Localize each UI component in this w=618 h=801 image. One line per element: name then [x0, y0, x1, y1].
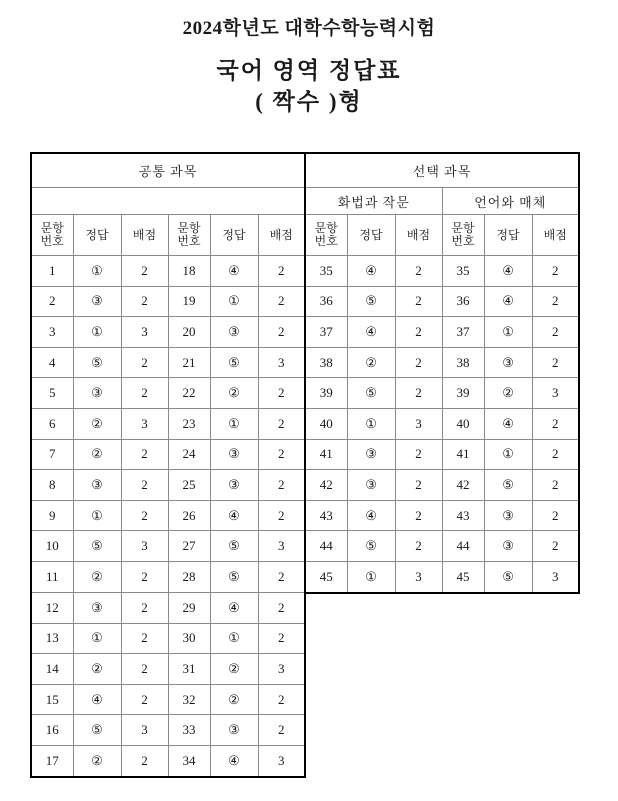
- cell-points: 2: [532, 470, 579, 501]
- cell-question-no: 38: [305, 347, 347, 378]
- cell-answer: ①: [210, 623, 258, 654]
- table-row: [31, 470, 579, 501]
- cell-answer: ②: [347, 347, 395, 378]
- cell-points: 2: [258, 286, 305, 317]
- cell-points: 2: [532, 347, 579, 378]
- cell-question-no: 23: [168, 408, 210, 439]
- question-no-line1: 문항: [40, 221, 64, 236]
- cell-question-no: 24: [168, 439, 210, 470]
- header-elective-subject: 선택 과목: [305, 153, 579, 188]
- cell-answer: ②: [73, 408, 121, 439]
- cell-question-no: 37: [305, 317, 347, 348]
- cell-points: 3: [121, 317, 168, 348]
- cell-question-no: 35: [305, 256, 347, 287]
- cell-answer: ⑤: [210, 347, 258, 378]
- cell-answer: ③: [73, 593, 121, 624]
- cell-question-no: 19: [168, 286, 210, 317]
- cell-points: 3: [395, 408, 442, 439]
- table-row: [31, 593, 579, 624]
- cell-points: 2: [532, 317, 579, 348]
- cell-points: 2: [395, 500, 442, 531]
- empty-area: [305, 684, 579, 715]
- table-row: [31, 500, 579, 531]
- cell-points: 2: [121, 347, 168, 378]
- cell-question-no: 4: [31, 347, 73, 378]
- cell-answer: ③: [484, 500, 532, 531]
- cell-points: 2: [395, 347, 442, 378]
- table-row: [31, 408, 579, 439]
- exam-year-title: 2024학년도 대학수학능력시험: [182, 18, 436, 39]
- cell-points: 2: [258, 715, 305, 746]
- header-question-no-2: [168, 215, 210, 256]
- cell-question-no: 13: [31, 623, 73, 654]
- cell-answer: ①: [210, 286, 258, 317]
- cell-question-no: 12: [31, 593, 73, 624]
- cell-answer: ⑤: [73, 715, 121, 746]
- cell-question-no: 21: [168, 347, 210, 378]
- subject-title: 국어 영역 정답표: [216, 57, 402, 83]
- cell-answer: ④: [347, 256, 395, 287]
- cell-question-no: 43: [305, 500, 347, 531]
- cell-points: 3: [395, 561, 442, 592]
- cell-answer: ⑤: [484, 561, 532, 592]
- cell-points: 2: [121, 593, 168, 624]
- cell-answer: ③: [73, 470, 121, 501]
- cell-answer: ③: [210, 439, 258, 470]
- cell-question-no: 8: [31, 470, 73, 501]
- cell-points: 2: [121, 561, 168, 592]
- cell-answer: ①: [73, 500, 121, 531]
- cell-question-no: 33: [168, 715, 210, 746]
- cell-answer: ③: [210, 715, 258, 746]
- empty-area: [305, 715, 579, 746]
- header-points-2: 배점: [258, 215, 305, 256]
- cell-question-no: 28: [168, 561, 210, 592]
- cell-answer: ①: [210, 408, 258, 439]
- cell-question-no: 40: [442, 408, 484, 439]
- cell-points: 3: [121, 408, 168, 439]
- cell-points: 2: [121, 256, 168, 287]
- cell-points: 2: [121, 654, 168, 685]
- table-row: [31, 378, 579, 409]
- cell-question-no: 41: [305, 439, 347, 470]
- table-row: [31, 623, 579, 654]
- cell-points: 2: [121, 286, 168, 317]
- table-row: [31, 256, 579, 287]
- cell-question-no: 39: [305, 378, 347, 409]
- cell-points: 2: [258, 317, 305, 348]
- cell-question-no: 45: [305, 561, 347, 592]
- cell-points: 3: [258, 746, 305, 777]
- table-row: [31, 347, 579, 378]
- cell-answer: ②: [73, 561, 121, 592]
- cell-answer: ①: [73, 256, 121, 287]
- cell-points: 2: [258, 684, 305, 715]
- table-row: [31, 654, 579, 685]
- answer-key-table-container: [30, 152, 576, 778]
- cell-points: 3: [258, 531, 305, 562]
- header-common-filler-b: [168, 188, 305, 215]
- cell-question-no: 15: [31, 684, 73, 715]
- header-question-no-3: [305, 215, 347, 256]
- cell-points: 2: [532, 531, 579, 562]
- cell-points: 2: [258, 378, 305, 409]
- cell-question-no: 1: [31, 256, 73, 287]
- cell-points: 2: [258, 256, 305, 287]
- cell-answer: ④: [73, 684, 121, 715]
- header-points-3: 배점: [395, 215, 442, 256]
- cell-points: 2: [395, 317, 442, 348]
- question-no-line1: 문항: [451, 221, 475, 236]
- form-type-title: ( 짝수 )형: [255, 88, 363, 114]
- table-row: [31, 715, 579, 746]
- cell-points: 2: [121, 378, 168, 409]
- cell-question-no: 25: [168, 470, 210, 501]
- question-no-line2: 번호: [177, 234, 201, 248]
- empty-area: [305, 623, 579, 654]
- table-row: [31, 531, 579, 562]
- cell-question-no: 2: [31, 286, 73, 317]
- cell-answer: ④: [210, 256, 258, 287]
- cell-question-no: 3: [31, 317, 73, 348]
- cell-question-no: 17: [31, 746, 73, 777]
- cell-answer: ③: [347, 470, 395, 501]
- cell-question-no: 16: [31, 715, 73, 746]
- header-answer-2: 정답: [210, 215, 258, 256]
- cell-question-no: 44: [442, 531, 484, 562]
- cell-answer: ⑤: [73, 531, 121, 562]
- header-answer-4: 정답: [484, 215, 532, 256]
- header-common-subject: 공통 과목: [31, 153, 305, 188]
- cell-answer: ④: [210, 746, 258, 777]
- question-no-line1: 문항: [177, 221, 201, 236]
- cell-question-no: 30: [168, 623, 210, 654]
- cell-answer: ⑤: [210, 561, 258, 592]
- cell-question-no: 35: [442, 256, 484, 287]
- cell-points: 2: [532, 256, 579, 287]
- cell-question-no: 20: [168, 317, 210, 348]
- empty-area: [305, 746, 579, 777]
- table-row: [31, 286, 579, 317]
- table-row: [31, 561, 579, 592]
- cell-points: 2: [395, 470, 442, 501]
- header-answer-1: 정답: [73, 215, 121, 256]
- cell-answer: ①: [73, 317, 121, 348]
- cell-points: 3: [121, 715, 168, 746]
- cell-points: 2: [258, 439, 305, 470]
- cell-question-no: 11: [31, 561, 73, 592]
- cell-question-no: 9: [31, 500, 73, 531]
- cell-question-no: 36: [442, 286, 484, 317]
- cell-question-no: 38: [442, 347, 484, 378]
- cell-question-no: 43: [442, 500, 484, 531]
- cell-points: 2: [532, 286, 579, 317]
- cell-points: 2: [258, 500, 305, 531]
- cell-question-no: 27: [168, 531, 210, 562]
- cell-question-no: 41: [442, 439, 484, 470]
- cell-points: 2: [532, 408, 579, 439]
- cell-points: 3: [532, 561, 579, 592]
- header-elective-b: 언어와 매체: [442, 188, 579, 215]
- cell-points: 2: [121, 623, 168, 654]
- table-header-columns: [31, 215, 579, 256]
- empty-area: [305, 593, 579, 624]
- cell-points: 2: [395, 531, 442, 562]
- cell-answer: ④: [347, 317, 395, 348]
- question-no-line2: 번호: [314, 234, 338, 248]
- cell-question-no: 26: [168, 500, 210, 531]
- table-row: [31, 317, 579, 348]
- cell-question-no: 34: [168, 746, 210, 777]
- cell-answer: ④: [210, 500, 258, 531]
- cell-answer: ④: [484, 408, 532, 439]
- cell-answer: ③: [210, 470, 258, 501]
- cell-answer: ①: [347, 561, 395, 592]
- cell-question-no: 32: [168, 684, 210, 715]
- cell-answer: ①: [484, 317, 532, 348]
- cell-answer: ③: [73, 286, 121, 317]
- cell-question-no: 44: [305, 531, 347, 562]
- cell-question-no: 18: [168, 256, 210, 287]
- cell-answer: ⑤: [347, 378, 395, 409]
- header-points-1: 배점: [121, 215, 168, 256]
- cell-answer: ⑤: [347, 531, 395, 562]
- cell-answer: ③: [73, 378, 121, 409]
- cell-answer: ④: [484, 256, 532, 287]
- cell-answer: ②: [73, 439, 121, 470]
- cell-answer: ②: [210, 378, 258, 409]
- cell-question-no: 40: [305, 408, 347, 439]
- cell-points: 2: [258, 470, 305, 501]
- answer-key-table: [30, 152, 580, 778]
- cell-answer: ③: [484, 347, 532, 378]
- cell-question-no: 14: [31, 654, 73, 685]
- cell-points: 2: [121, 746, 168, 777]
- cell-points: 2: [121, 470, 168, 501]
- table-header-sections: [31, 153, 579, 188]
- cell-question-no: 6: [31, 408, 73, 439]
- cell-answer: ②: [484, 378, 532, 409]
- question-no-line1: 문항: [314, 221, 338, 236]
- cell-points: 2: [121, 500, 168, 531]
- header-elective-a: 화법과 작문: [305, 188, 442, 215]
- cell-answer: ①: [484, 439, 532, 470]
- cell-answer: ③: [347, 439, 395, 470]
- cell-answer: ①: [73, 623, 121, 654]
- cell-points: 2: [258, 623, 305, 654]
- cell-answer: ②: [73, 746, 121, 777]
- cell-question-no: 42: [442, 470, 484, 501]
- header-answer-3: 정답: [347, 215, 395, 256]
- header-points-4: 배점: [532, 215, 579, 256]
- cell-points: 2: [395, 378, 442, 409]
- cell-question-no: 37: [442, 317, 484, 348]
- empty-area: [305, 654, 579, 685]
- cell-question-no: 42: [305, 470, 347, 501]
- cell-answer: ④: [210, 593, 258, 624]
- cell-answer: ⑤: [73, 347, 121, 378]
- cell-question-no: 7: [31, 439, 73, 470]
- cell-points: 3: [532, 378, 579, 409]
- question-no-line2: 번호: [451, 234, 475, 248]
- cell-answer: ⑤: [484, 470, 532, 501]
- cell-question-no: 36: [305, 286, 347, 317]
- cell-question-no: 39: [442, 378, 484, 409]
- cell-points: 2: [121, 439, 168, 470]
- table-row: [31, 684, 579, 715]
- cell-answer: ②: [210, 684, 258, 715]
- cell-question-no: 22: [168, 378, 210, 409]
- cell-points: 2: [258, 561, 305, 592]
- cell-question-no: 5: [31, 378, 73, 409]
- cell-answer: ①: [347, 408, 395, 439]
- cell-answer: ③: [484, 531, 532, 562]
- cell-question-no: 45: [442, 561, 484, 592]
- cell-points: 2: [532, 500, 579, 531]
- cell-question-no: 31: [168, 654, 210, 685]
- table-row: [31, 746, 579, 777]
- cell-points: 2: [121, 684, 168, 715]
- cell-points: 2: [532, 439, 579, 470]
- header-common-filler-a: [31, 188, 168, 215]
- cell-points: 3: [258, 347, 305, 378]
- cell-answer: ④: [347, 500, 395, 531]
- cell-question-no: 10: [31, 531, 73, 562]
- cell-question-no: 29: [168, 593, 210, 624]
- page-header: [0, 0, 618, 117]
- cell-points: 3: [121, 531, 168, 562]
- cell-points: 2: [258, 408, 305, 439]
- table-row: [31, 439, 579, 470]
- cell-answer: ②: [73, 654, 121, 685]
- table-header-elective-names: [31, 188, 579, 215]
- cell-answer: ④: [484, 286, 532, 317]
- cell-points: 2: [258, 593, 305, 624]
- cell-answer: ⑤: [210, 531, 258, 562]
- cell-answer: ③: [210, 317, 258, 348]
- cell-answer: ⑤: [347, 286, 395, 317]
- header-question-no-1: [31, 215, 73, 256]
- header-question-no-4: [442, 215, 484, 256]
- cell-points: 2: [395, 439, 442, 470]
- cell-answer: ②: [210, 654, 258, 685]
- cell-points: 2: [395, 256, 442, 287]
- cell-points: 3: [258, 654, 305, 685]
- question-no-line2: 번호: [40, 234, 64, 248]
- cell-points: 2: [395, 286, 442, 317]
